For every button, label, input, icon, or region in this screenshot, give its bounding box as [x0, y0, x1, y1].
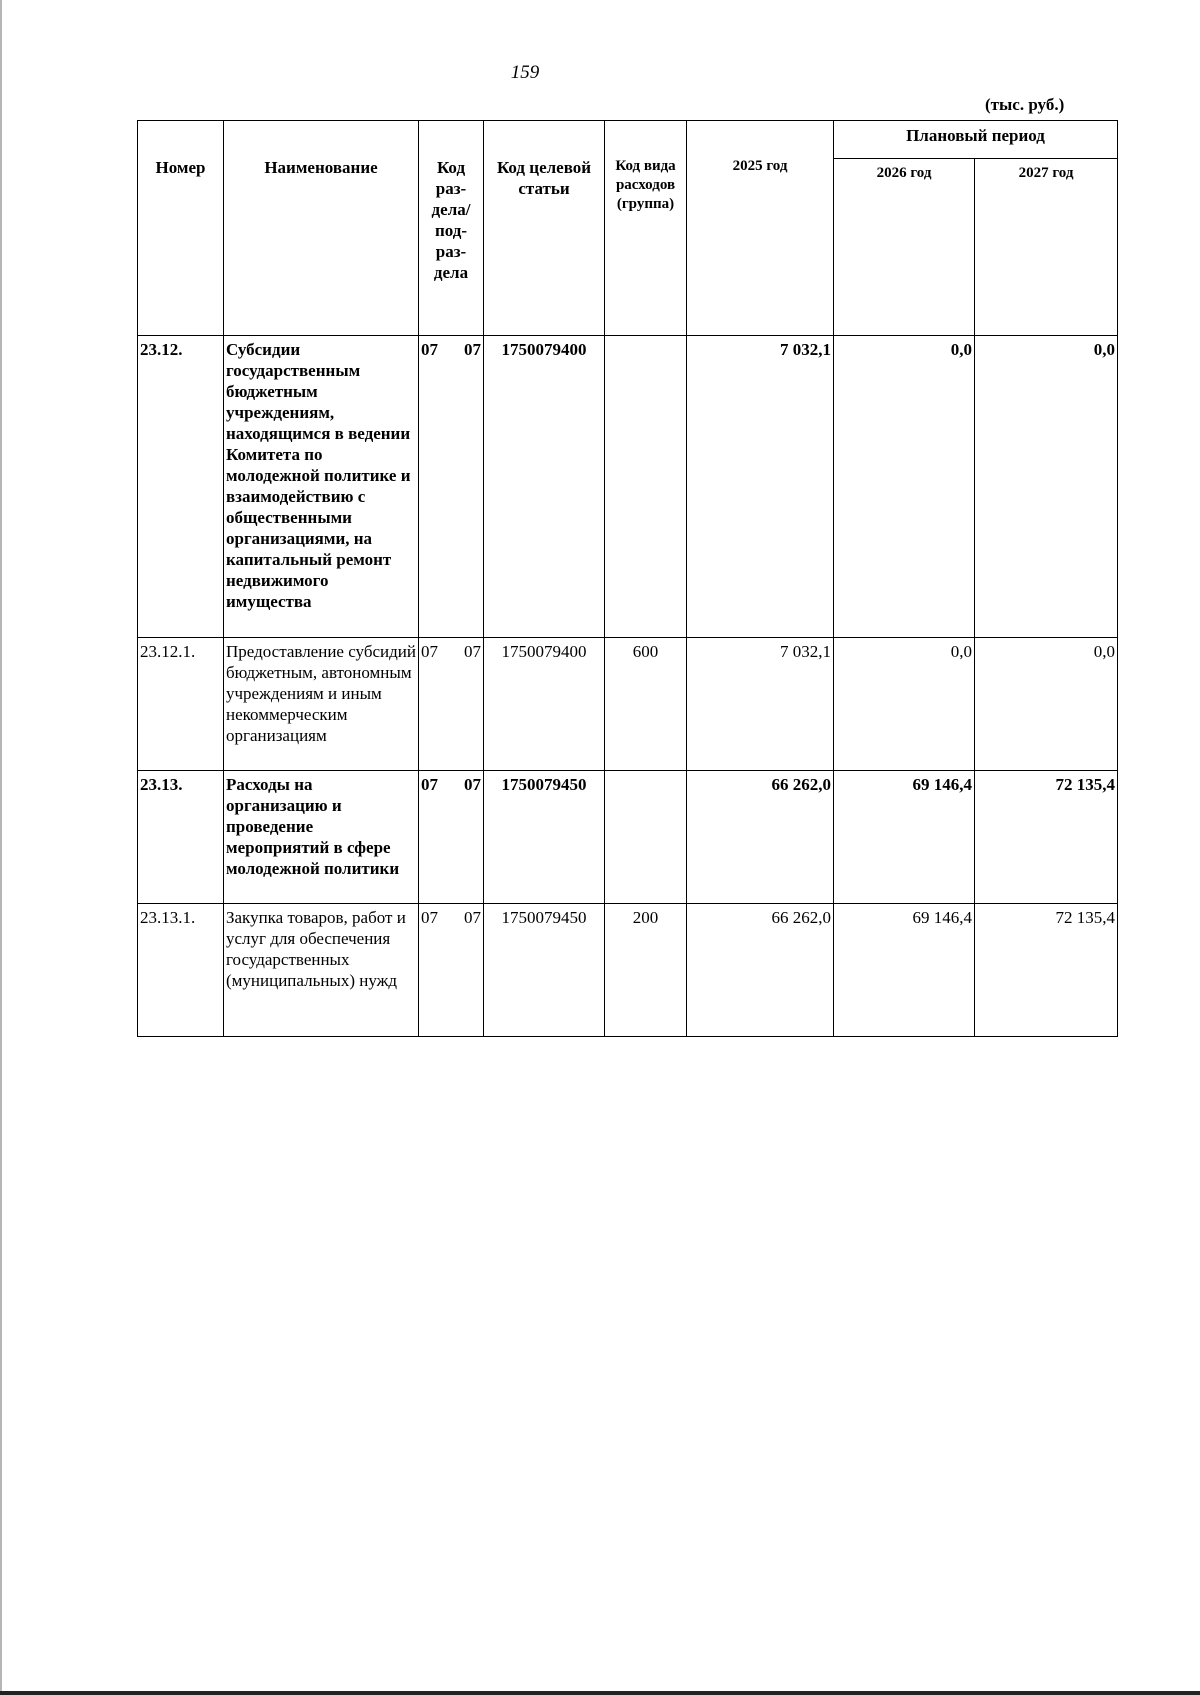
- row-section-code: [419, 771, 484, 904]
- scan-left-edge: [0, 0, 2, 1695]
- row-year-2027: 72 135,4: [975, 904, 1118, 1037]
- row-section-code: [419, 336, 484, 638]
- row-name: Расходы на организацию и проведение мероприятий в сфере молодежной политики: [224, 771, 419, 904]
- budget-table: [137, 120, 1118, 1037]
- row-year-2027: 0,0: [975, 336, 1118, 638]
- row-section: 07: [421, 340, 438, 359]
- row-number: 23.13.1.: [138, 904, 224, 1037]
- row-name: Предоставление субсидий бюджетным, автономным учреждениям и иным некоммерческим организациям: [224, 638, 419, 771]
- row-subsection: 07: [464, 908, 481, 927]
- header-number: Номер: [138, 121, 224, 336]
- row-number: 23.13.: [138, 771, 224, 904]
- row-subsection: 07: [464, 775, 481, 794]
- row-target-code: 1750079450: [484, 771, 605, 904]
- row-section-code: [419, 638, 484, 771]
- row-year-2026: 69 146,4: [834, 904, 975, 1037]
- row-number: 23.12.: [138, 336, 224, 638]
- row-section: 07: [421, 775, 438, 794]
- row-year-2026: 0,0: [834, 336, 975, 638]
- header-planned-period: Плановый период: [834, 121, 1118, 159]
- row-expense-type: 600: [605, 638, 687, 771]
- table-header: [138, 121, 1118, 336]
- row-year-2025: 66 262,0: [687, 904, 834, 1037]
- row-section: 07: [421, 642, 438, 661]
- row-number: 23.12.1.: [138, 638, 224, 771]
- scan-bottom-edge: [0, 1691, 1200, 1695]
- row-target-code: 1750079400: [484, 336, 605, 638]
- row-target-code: 1750079450: [484, 904, 605, 1037]
- table-row: [138, 904, 1118, 1037]
- row-year-2026: 69 146,4: [834, 771, 975, 904]
- table-row: [138, 336, 1118, 638]
- header-target-code: Код целевой статьи: [484, 121, 605, 336]
- row-section: 07: [421, 908, 438, 927]
- row-expense-type: [605, 771, 687, 904]
- header-year-2025: 2025 год: [687, 121, 834, 336]
- row-subsection: 07: [464, 642, 481, 661]
- row-name: Закупка товаров, работ и услуг для обеспечения государственных (муниципальных) нужд: [224, 904, 419, 1037]
- units-label: (тыс. руб.): [985, 95, 1065, 114]
- header-name: Наименование: [224, 121, 419, 336]
- table-row: [138, 638, 1118, 771]
- row-year-2027: 72 135,4: [975, 771, 1118, 904]
- row-year-2027: 0,0: [975, 638, 1118, 771]
- header-expense-type: Код вида расходов (группа): [605, 121, 687, 336]
- row-year-2025: 7 032,1: [687, 336, 834, 638]
- row-year-2025: 66 262,0: [687, 771, 834, 904]
- header-year-2027: 2027 год: [975, 159, 1118, 336]
- table-row: [138, 771, 1118, 904]
- row-section-code: [419, 904, 484, 1037]
- table-body: [138, 336, 1118, 1037]
- row-year-2025: 7 032,1: [687, 638, 834, 771]
- row-target-code: 1750079400: [484, 638, 605, 771]
- row-year-2026: 0,0: [834, 638, 975, 771]
- header-year-2026: 2026 год: [834, 159, 975, 336]
- page-number: 159: [510, 62, 540, 83]
- header-section-code: Код раз-дела/ под-раз-дела: [419, 121, 484, 336]
- row-expense-type: 200: [605, 904, 687, 1037]
- row-name: Субсидии государственным бюджетным учреждениям, находящимся в ведении Комитета по молодежной политике и взаимодействию с общественными организациями, на капитальный ремонт недвижимого имущества: [224, 336, 419, 638]
- row-subsection: 07: [464, 340, 481, 359]
- row-expense-type: [605, 336, 687, 638]
